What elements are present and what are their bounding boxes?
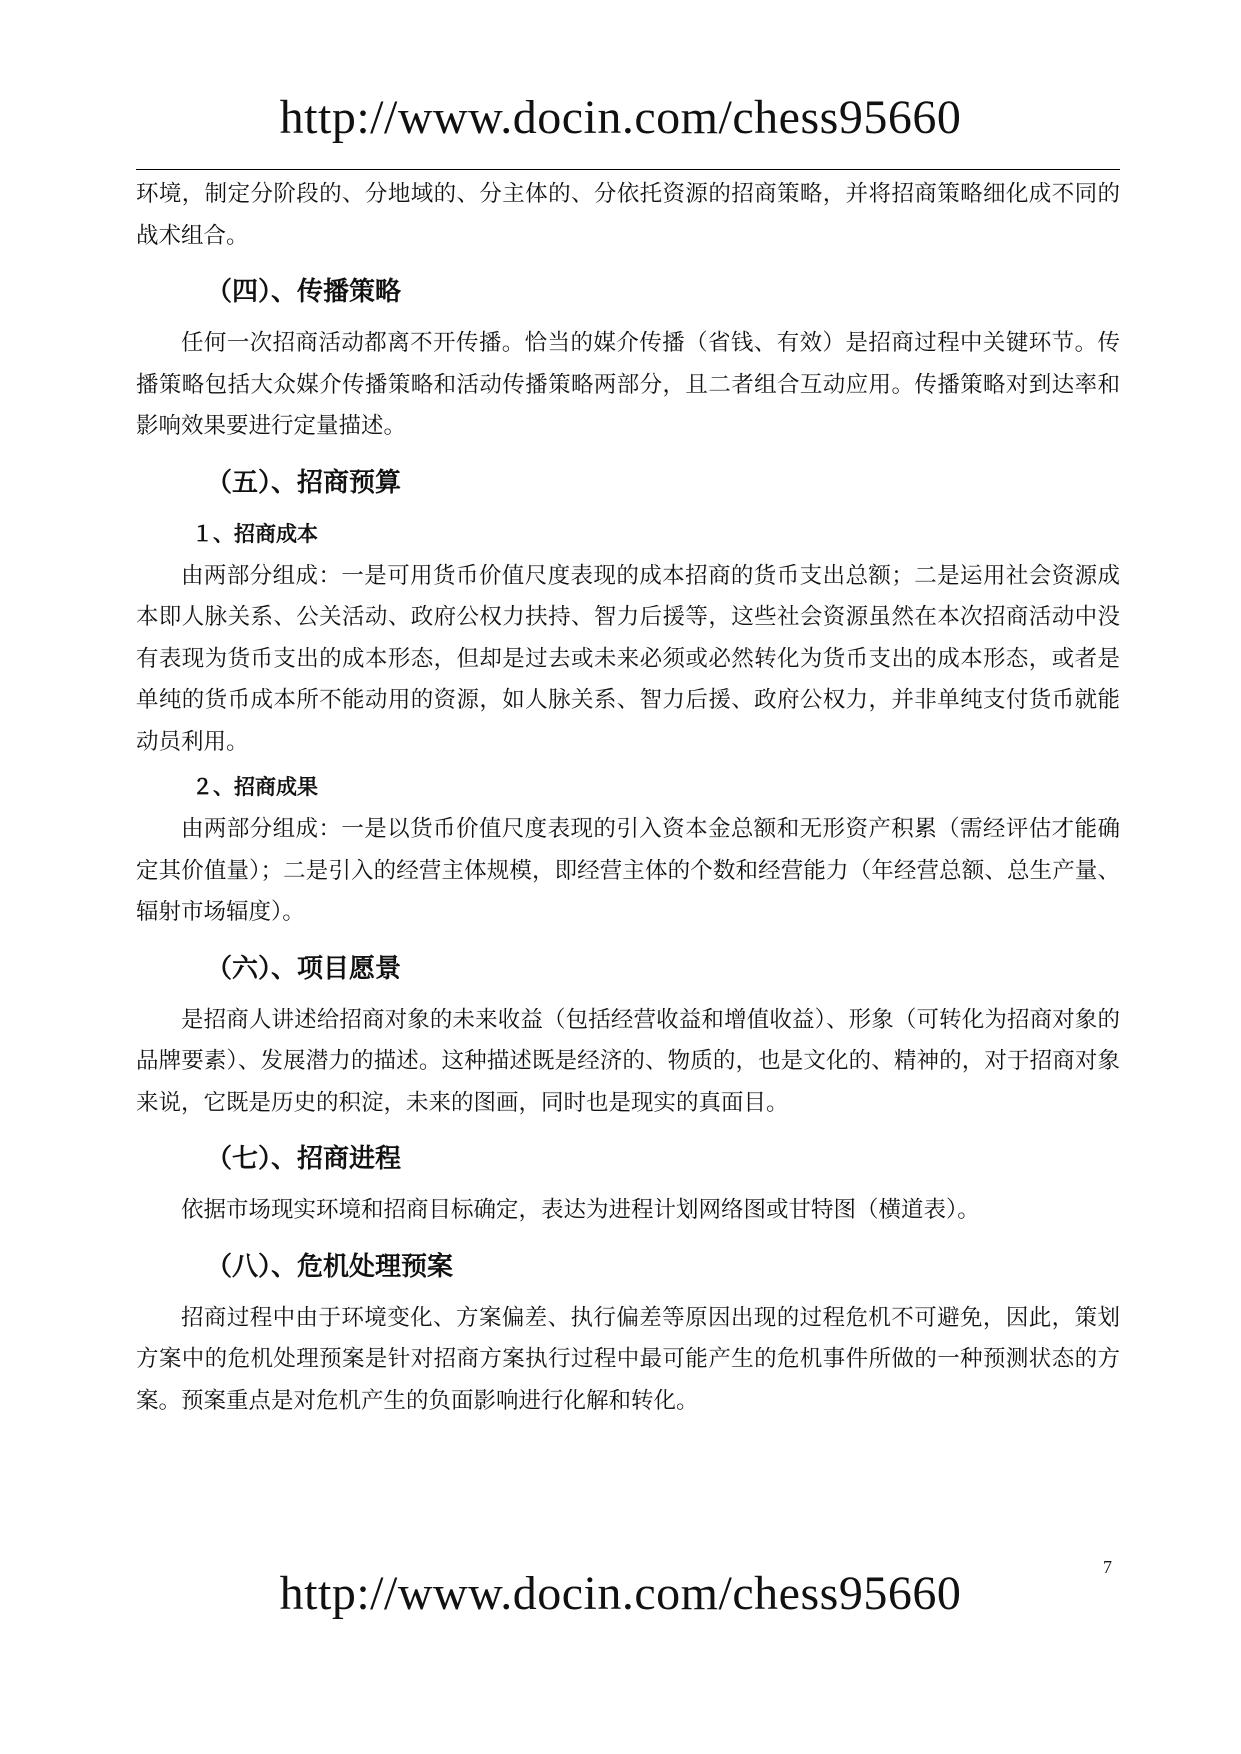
heading-project-vision: （六）、项目愿景	[206, 953, 402, 984]
heading-investment-budget: （五）、招商预算	[206, 467, 402, 498]
header-url: http://www.docin.com/chess95660	[279, 91, 962, 144]
paragraph-crisis-plan: 招商过程中由于环境变化、方案偏差、执行偏差等原因出现的过程危机不可避免，因此，策划方案中的危机处理预案是针对招商方案执行过程中最可能产生的危机事件所做的一种预测状态的方案。预案重点是对危机产生的负面影响进行化解和转化。	[136, 1304, 1120, 1414]
subheading-investment-results: ２、招商成果	[192, 774, 318, 799]
paragraph-investment-schedule: 依据市场现实环境和招商目标确定，表达为进程计划网络图或甘特图（横道表）。	[181, 1197, 980, 1223]
footer-url: http://www.docin.com/chess95660	[279, 1567, 962, 1620]
paragraph-investment-results: 由两部分组成：一是以货币价值尺度表现的引入资本金总额和无形资产积累（需经评估才能确定其价值量）；二是引入的经营主体规模，即经营主体的个数和经营能力（年经营总额、总生产量、辐射市场辐度）。	[136, 816, 1120, 925]
heading-communication-strategy: （四）、传播策略	[206, 277, 402, 307]
paragraph-communication-strategy: 任何一次招商活动都离不开传播。恰当的媒介传播（省钱、有效）是招商过程中关键环节。传播策略包括大众媒介传播策略和活动传播策略两部分，且二者组合互动应用。传播策略对到达率和影响效果要进行定量描述。	[136, 330, 1120, 439]
heading-crisis-plan: （八）、危机处理预案	[206, 1251, 454, 1282]
page-number: 7	[1103, 1557, 1112, 1577]
heading-investment-schedule: （七）、招商进程	[206, 1144, 402, 1174]
paragraph-investment-cost: 由两部分组成：一是可用货币价值尺度表现的成本招商的货币支出总额；二是运用社会资源成本即人脉关系、公关活动、政府公权力扶持、智力后援等，这些社会资源虽然在本次招商活动中没有表现为货币支出的成本形态，但却是过去或未来必须或必然转化为货币支出的成本形态，或者是单纯的货币成本所不能动用的资源，如人脉关系、智力后援、政府公权力，并非单纯支付货币就能动员利用。	[136, 562, 1120, 755]
paragraph-continuation: 环境，制定分阶段的、分地域的、分主体的、分依托资源的招商策略，并将招商策略细化成不同的战术组合。	[136, 181, 1120, 249]
subheading-investment-cost: １、招商成本	[192, 520, 318, 546]
header-divider	[136, 169, 1120, 170]
paragraph-project-vision: 是招商人讲述给招商对象的未来收益（包括经营收益和增值收益）、形象（可转化为招商对象的品牌要素）、发展潜力的描述。这种描述既是经济的、物质的，也是文化的、精神的，对于招商对象来说，它既是历史的积淀，未来的图画，同时也是现实的真面目。	[136, 1006, 1120, 1116]
document-body	[136, 174, 1120, 1422]
